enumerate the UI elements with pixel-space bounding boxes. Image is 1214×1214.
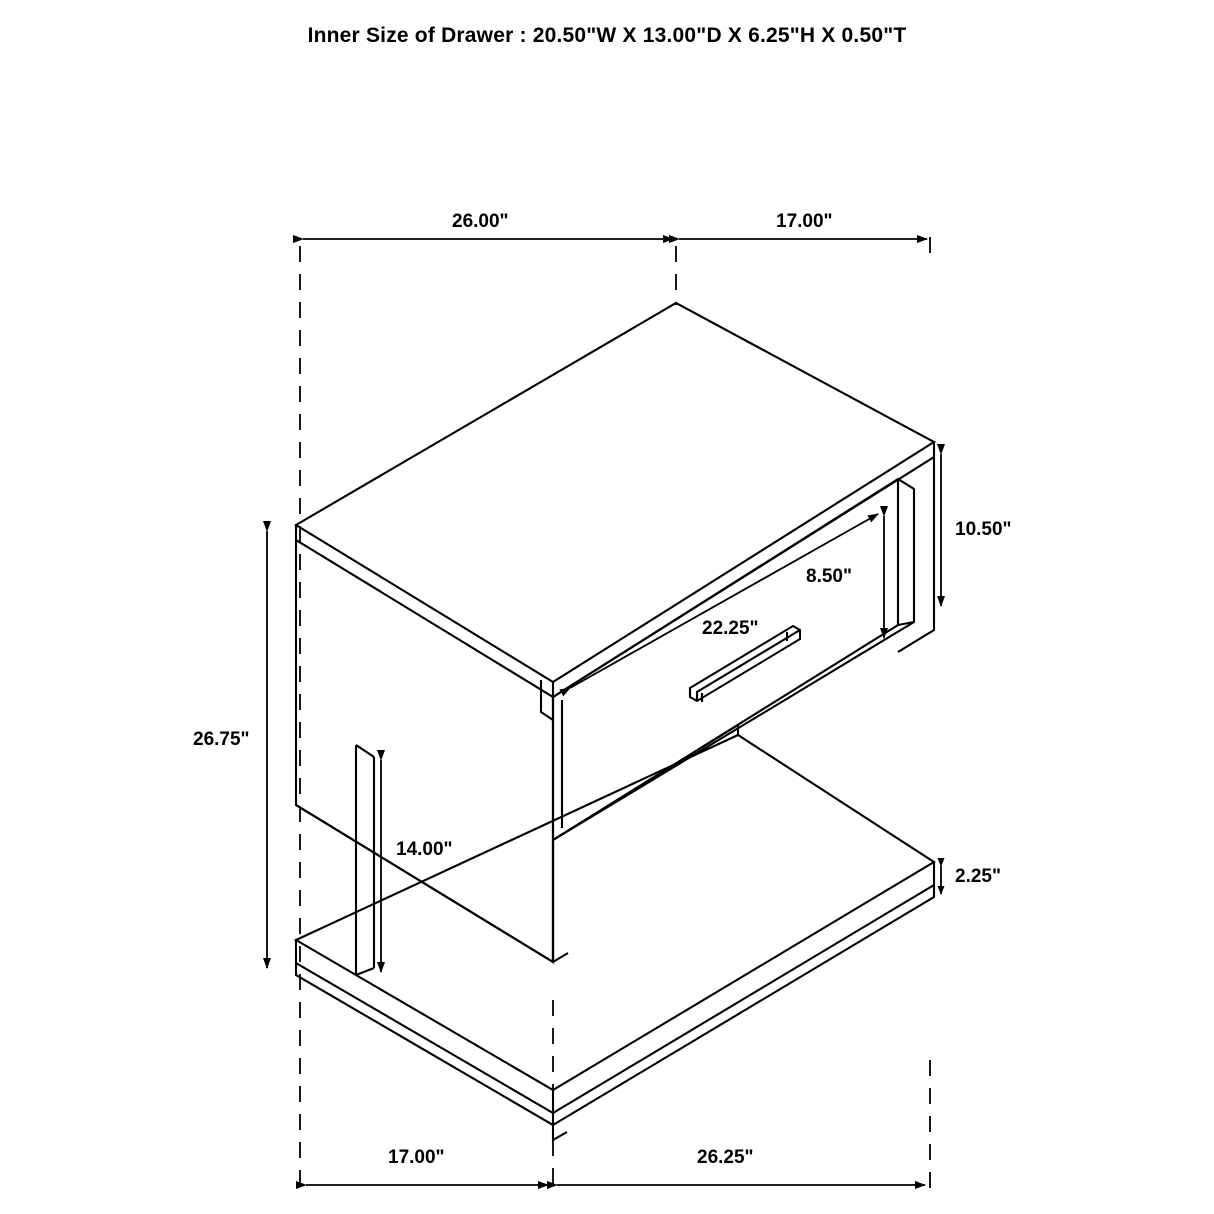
- dim-label-overall-height: 26.75": [193, 729, 250, 750]
- dim-label-drawer-inner-height: 8.50": [806, 566, 852, 587]
- dimension-lines: [267, 237, 941, 1192]
- page-title: Inner Size of Drawer : 20.50"W X 13.00"D X 6.25"H X 0.50"T: [307, 24, 907, 47]
- nightstand-body: [296, 303, 934, 1140]
- dim-label-clearance-height: 14.00": [396, 839, 453, 860]
- dim-label-top-right-depth: 17.00": [776, 211, 833, 232]
- dim-label-bottom-right-width: 26.25": [697, 1147, 754, 1168]
- dim-22-25-line: [570, 514, 878, 688]
- dim-label-top-left-width: 26.00": [452, 211, 509, 232]
- dim-label-bottom-left-depth: 17.00": [388, 1147, 445, 1168]
- dim-label-drawer-front-height: 10.50": [955, 519, 1012, 540]
- dim-label-shelf-thickness: 2.25": [955, 866, 1001, 887]
- dim-label-drawer-inner-width: 22.25": [702, 618, 759, 639]
